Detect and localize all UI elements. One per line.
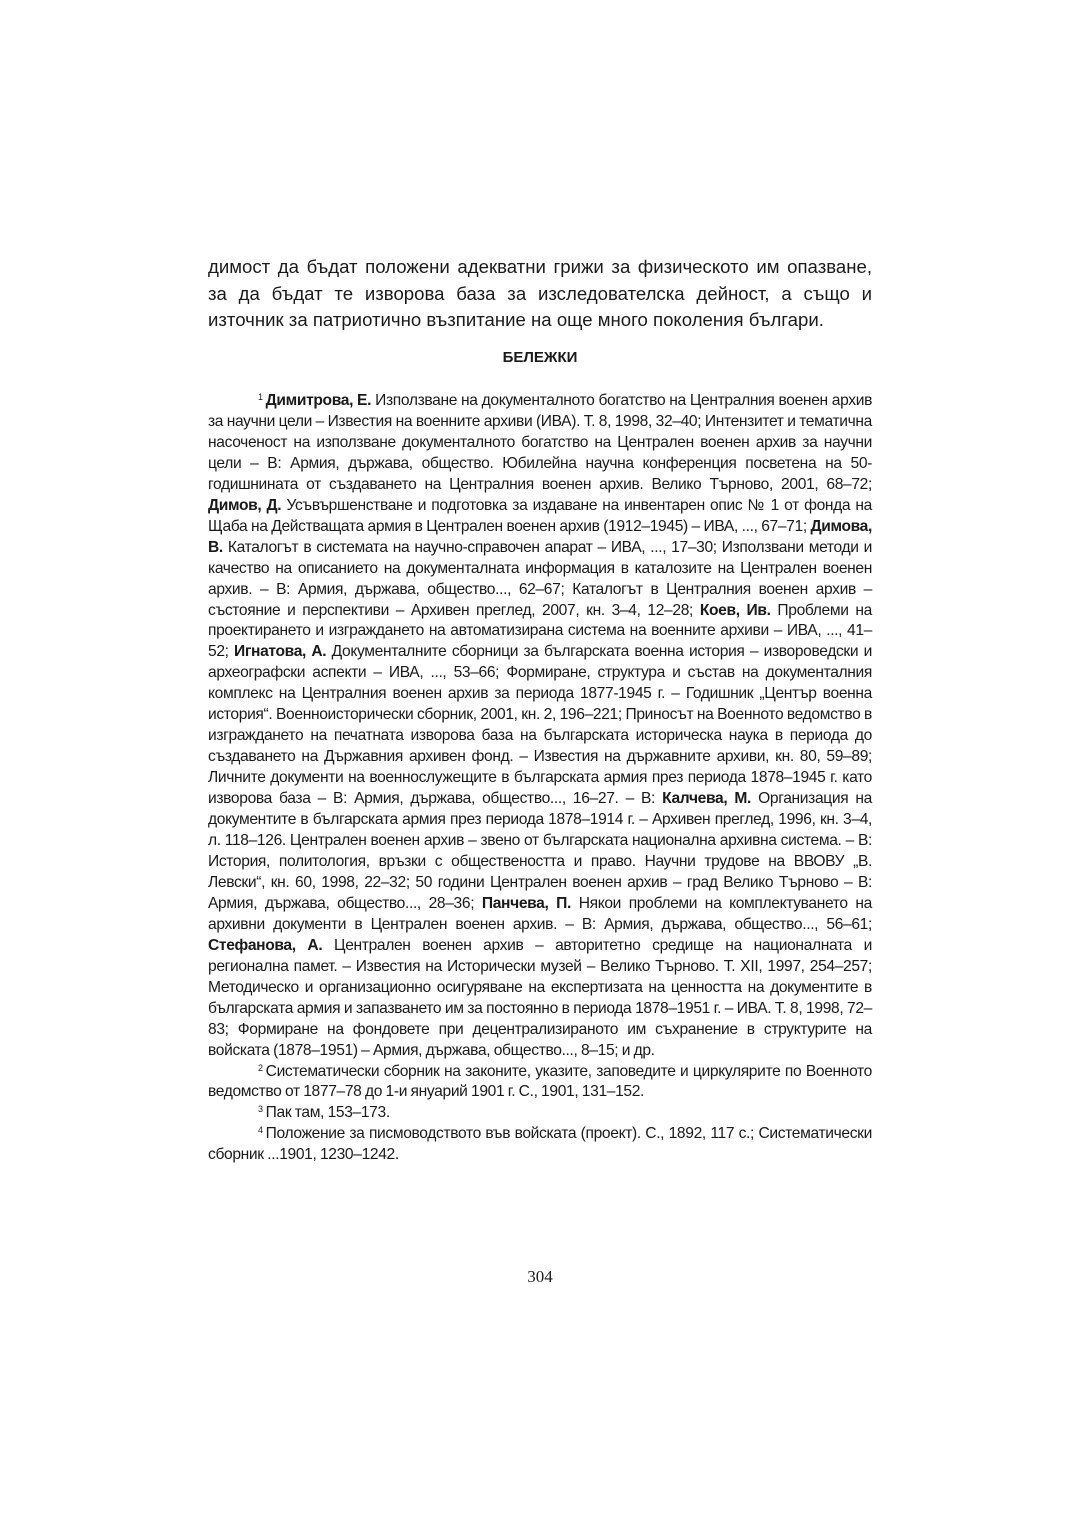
note-marker: 4 <box>258 1125 263 1136</box>
note-author: Коев, Ив. <box>699 601 771 619</box>
note-author: Стефанова, А. <box>208 936 323 954</box>
note-text: Централен военен архив – авторитетно средище на националната и регионална памет. – Известия на Исторически музей – Велико Търново. Т. XII, 1997, 254–257; Методическо и организационно осигуряване на експертизата на ценността на документите в българската армия и запазването им за постоянно в периода 1878–1951 г. – ИВА. Т. 8, 1998, 72–83; Формиране на фондовете при децентрализираното им съхранение в структурите на войската (1878–1951) – Армия, държава, общество..., 8–15; и др. <box>208 936 873 1059</box>
note-text: Усъвършенстване и подготовка за издаване на инвентарен опис № 1 от фонда на Щаба на Действащата армия в Централен военен архив (1912–1945) – ИВА, ..., 67–71; <box>208 496 873 535</box>
note-text: Използване на документалното богатство на Централния военен архив за научни цели – Известия на военните архиви (ИВА). Т. 8, 1998, 32–40; Интензитет и тематична насоченост на използване документалното богатство на Централен военен архив за научни цели – В: Армия, държава, общество. Юбилейна научна конференция посветена на 50-годишнината от създаването на Централния военен архив. Велико Търново, 2001, 68–72; <box>208 392 872 493</box>
note-text: Някои проблеми на комплектуването на архивни документи в Централен военен архив. – В: Армия, държава, общество..., 56–61; <box>208 894 872 933</box>
note-text: Пак там, 153–173. <box>265 1104 390 1122</box>
note-text: Проблеми на проектирането и изграждането на автоматизирана система на военните архиви – ИВА, ..., 41–52; <box>208 601 872 661</box>
note-2 <box>208 1062 872 1104</box>
notes-heading: БЕЛЕЖКИ <box>502 349 578 366</box>
note-author: Игнатова, А. <box>234 643 327 661</box>
note-author: Панчева, П. <box>481 894 572 912</box>
note-text: Организация на документите в българската армия през периода 1878–1914 г. – Архивен преглед, 1996, кн. 3–4, л. 118–126. Централен военен архив – звено от българската национална архивна система. – В: История, политология, връзки с обществеността и право. Научни трудове на ВВОВУ „В. Левски“, кн. 60, 1998, 22–32; 50 години Централен военен архив – град Велико Търново – В: Армия, държава, общество..., 28–36; <box>208 790 872 912</box>
note-3 <box>208 1103 872 1124</box>
note-marker: 1 <box>258 392 263 402</box>
note-marker: 2 <box>258 1062 263 1073</box>
notes-list <box>208 391 872 1166</box>
note-text: Документалните сборници за българската военна история – извороведски и археографски аспекти – ИВА, ..., 53–66; Формиране, структура и състав на документалния комплекс на Централния военен архив за периода 1877-1945 г. – Годишник „Център военна история“. Военноисторически сборник, 2001, кн. 2, 196–221; Приносът на Военното ведомство в изграждането на печатната изворова база на българската историческа наука в периода до създаването на Държавния архивен фонд. – Известия на държавните архиви, кн. 80, 59–89; Личните документи на военнослужещите в българската армия през периода 1878–1945 г. като изворова база – В: Армия, държава, общество..., 16–27. – В: <box>208 643 872 808</box>
note-author: Димова, В. <box>208 517 872 556</box>
note-author: Димов, Д. <box>208 496 282 514</box>
note-4 <box>208 1124 872 1166</box>
note-text: Систематически сборник на законите, указите, заповедите и циркулярите по Военното ведомство от 1877–78 до 1-и януарий 1901 г. С., 1901, 131–152. <box>208 1062 872 1101</box>
document-page <box>208 0 872 1528</box>
note-author: Димитрова, Е. <box>265 392 372 409</box>
note-1 <box>208 391 872 1062</box>
note-text: Каталогът в системата на научно-справочен апарат – ИВА, ..., 17–30; Използвани методи и качество на описанието на документалната информация в каталозите на Централен военен архив. – В: Армия, държава, общество..., 62–67; Каталогът в Централния военен архив – състояние и перспективи – Архивен преглед, 2007, кн. 3–4, 12–28; <box>208 538 872 619</box>
page-number: 304 <box>527 1267 553 1286</box>
body-paragraph: димост да бъдат положени адекватни грижи за физическото им опазване, за да бъдат те изворова база за изследователска дейност, а също и източник за патриотично възпитание на още много поколения българи. <box>208 256 872 330</box>
note-marker: 3 <box>258 1104 263 1115</box>
note-text: Положение за писмоводството във войската (проект). С., 1892, 117 с.; Систематически сборник ...1901, 1230–1242. <box>208 1125 872 1164</box>
note-author: Калчева, М. <box>662 790 752 808</box>
